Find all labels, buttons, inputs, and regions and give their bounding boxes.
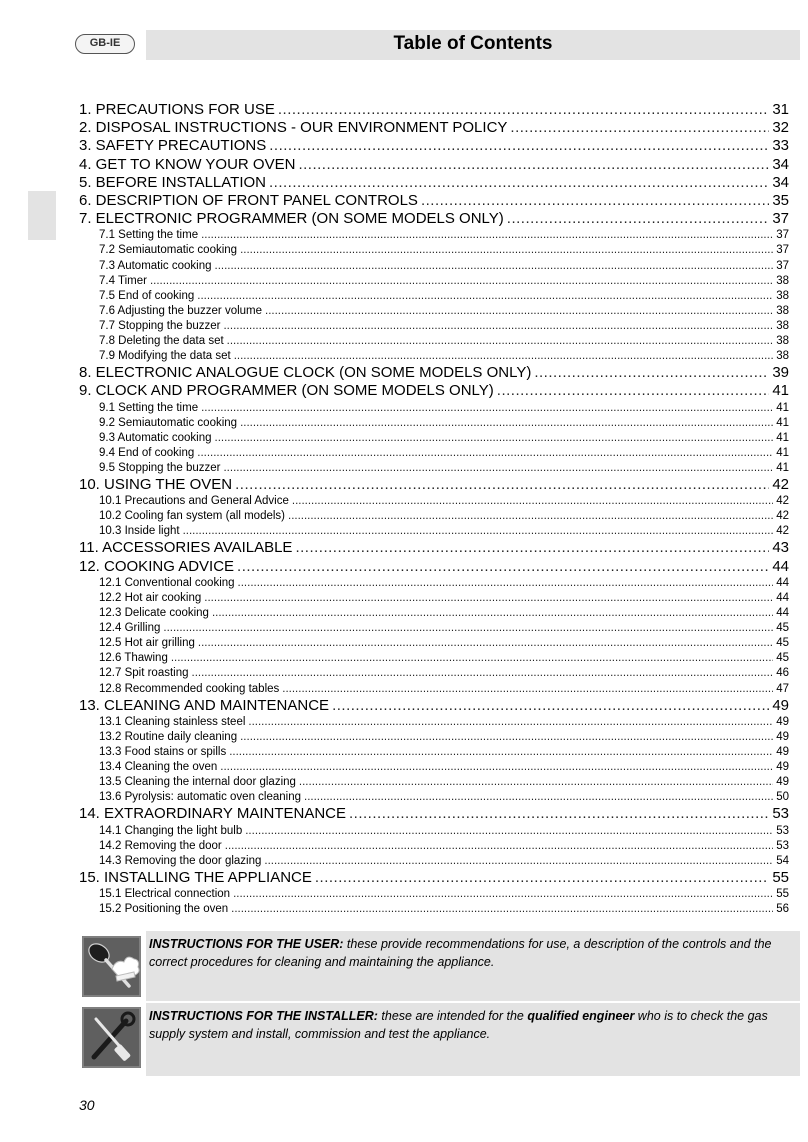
table-of-contents (79, 101, 789, 917)
toc-dot-leader (278, 101, 769, 119)
toc-entry-page: 37 (776, 229, 789, 242)
toc-entry-title: 13.5 Cleaning the internal door glazing (99, 776, 296, 789)
toc-entry-title: 7.4 Timer (99, 274, 147, 287)
toc-entry-page: 50 (776, 791, 789, 804)
toc-entry-page: 38 (776, 319, 789, 332)
toc-dot-leader (288, 509, 773, 524)
toc-entry-title: 9.4 End of cooking (99, 446, 195, 459)
toc-entry-page: 46 (776, 667, 789, 680)
toc-entry (79, 887, 789, 902)
toc-dot-leader (192, 666, 774, 681)
page-title: Table of Contents (393, 33, 553, 54)
toc-dot-leader (231, 902, 773, 917)
toc-dot-leader (510, 119, 769, 137)
toc-dot-leader (238, 576, 774, 591)
user-note-lead: INSTRUCTIONS FOR THE USER: (149, 937, 344, 951)
toc-entry-page: 45 (776, 637, 789, 650)
user-note-body: these provide recommendations for use, a description of the controls and the correct procedures for cleaning and maintaining the appliance. (149, 937, 772, 969)
toc-entry-title: 12. COOKING ADVICE (79, 557, 235, 575)
toc-entry-page: 38 (776, 289, 789, 302)
toc-entry-title: 14.1 Changing the light bulb (99, 824, 243, 837)
toc-entry-page: 54 (776, 854, 789, 867)
toc-entry-page: 44 (772, 557, 789, 575)
toc-entry-page: 41 (776, 461, 789, 474)
region-badge: GB-IE (75, 34, 135, 54)
toc-dot-leader (269, 174, 769, 192)
toc-entry (79, 119, 789, 137)
toc-entry (79, 304, 789, 319)
toc-entry-page: 38 (776, 274, 789, 287)
toc-entry (79, 745, 789, 760)
toc-entry (79, 228, 789, 243)
toc-entry (79, 259, 789, 274)
toc-entry-page: 33 (772, 137, 789, 155)
toc-entry-title: 12.8 Recommended cooking tables (99, 682, 280, 695)
toc-entry (79, 137, 789, 155)
user-instructions-note (146, 931, 800, 1001)
toc-entry-page: 32 (772, 119, 789, 137)
toc-entry-page: 45 (776, 622, 789, 635)
toc-entry (79, 805, 789, 823)
user-note-text (149, 935, 792, 971)
page-number: 30 (79, 1097, 95, 1113)
toc-dot-leader (237, 558, 769, 576)
toc-entry (79, 210, 789, 228)
toc-entry-page: 49 (776, 776, 789, 789)
toc-entry (79, 319, 789, 334)
toc-dot-leader (497, 382, 770, 400)
toc-entry-title: 7. ELECTRONIC PROGRAMMER (ON SOME MODELS ONLY) (79, 210, 504, 228)
toc-entry-title: 10.3 Inside light (99, 525, 180, 538)
toc-entry (79, 289, 789, 304)
toc-entry-page: 37 (776, 244, 789, 257)
toc-dot-leader (295, 539, 769, 557)
toc-entry-page: 41 (776, 446, 789, 459)
toc-dot-leader (349, 805, 769, 823)
toc-dot-leader (534, 364, 769, 382)
toc-dot-leader (292, 494, 773, 509)
toc-dot-leader (150, 274, 773, 289)
toc-entry-page: 42 (772, 476, 789, 493)
toc-entry-page: 49 (776, 715, 789, 728)
toc-dot-leader (198, 636, 773, 651)
toc-dot-leader (421, 192, 769, 210)
toc-entry-title: 14.2 Removing the door (99, 839, 222, 852)
toc-dot-leader (248, 715, 773, 730)
toc-entry-title: 10. USING THE OVEN (79, 476, 233, 493)
toc-entry-page: 49 (776, 745, 789, 758)
toc-entry-page: 55 (772, 868, 789, 886)
toc-dot-leader (197, 289, 773, 304)
toc-dot-leader (299, 775, 773, 790)
toc-dot-leader (197, 446, 773, 461)
toc-entry-page: 47 (776, 682, 789, 695)
toc-entry (79, 576, 789, 591)
toc-entry-page: 49 (772, 696, 789, 714)
toc-entry-title: 6. DESCRIPTION OF FRONT PANEL CONTROLS (79, 191, 418, 209)
toc-dot-leader (264, 854, 773, 869)
toc-entry-title: 12.5 Hot air grilling (99, 637, 195, 650)
toc-entry-page: 34 (772, 173, 789, 191)
toc-entry-title: 14. EXTRAORDINARY MAINTENANCE (79, 805, 347, 823)
toc-entry (79, 824, 789, 839)
toc-entry-title: 11. ACCESSORIES AVAILABLE (79, 539, 293, 557)
toc-entry-page: 44 (776, 591, 789, 604)
toc-entry-title: 14.3 Removing the door glazing (99, 854, 262, 867)
toc-entry (79, 101, 789, 119)
toc-dot-leader (234, 349, 774, 364)
toc-entry (79, 431, 789, 446)
toc-entry-page: 35 (772, 191, 789, 209)
toc-dot-leader (204, 591, 773, 606)
toc-entry-page: 53 (772, 805, 789, 823)
toc-entry-page: 49 (776, 730, 789, 743)
toc-entry (79, 192, 789, 210)
toc-entry (79, 558, 789, 576)
toc-dot-leader (212, 606, 773, 621)
toc-entry-page: 38 (776, 334, 789, 347)
spoon-chef-hat-icon (82, 936, 141, 997)
toc-entry-title: 15.2 Positioning the oven (99, 903, 229, 916)
toc-entry-page: 38 (776, 304, 789, 317)
toc-entry-page: 41 (772, 382, 789, 400)
toc-dot-leader (332, 697, 769, 715)
toc-entry-title: 9.2 Semiautomatic cooking (99, 416, 238, 429)
toc-dot-leader (298, 156, 769, 174)
toc-entry (79, 494, 789, 509)
toc-entry (79, 697, 789, 715)
toc-entry-title: 7.1 Setting the time (99, 229, 199, 242)
toc-dot-leader (223, 461, 773, 476)
toc-entry-title: 12.4 Grilling (99, 622, 161, 635)
toc-entry-title: 13.3 Food stains or spills (99, 745, 227, 758)
toc-entry-title: 13.1 Cleaning stainless steel (99, 715, 246, 728)
toc-entry (79, 869, 789, 887)
toc-entry (79, 760, 789, 775)
toc-dot-leader (223, 319, 773, 334)
toc-entry-title: 12.1 Conventional cooking (99, 576, 235, 589)
toc-entry-page: 45 (776, 652, 789, 665)
toc-entry-page: 55 (776, 888, 789, 900)
toc-entry-page: 56 (776, 903, 789, 916)
toc-entry-title: 1. PRECAUTIONS FOR USE (79, 101, 275, 118)
toc-entry-title: 13.4 Cleaning the oven (99, 761, 218, 774)
toc-entry-title: 13.2 Routine daily cleaning (99, 730, 238, 743)
installer-note-body-1: these are intended for the (377, 1009, 528, 1023)
toc-entry (79, 446, 789, 461)
toc-entry (79, 476, 789, 494)
toc-entry (79, 636, 789, 651)
toc-dot-leader (245, 824, 773, 839)
toc-entry-page: 42 (776, 495, 789, 508)
toc-entry (79, 401, 789, 416)
toc-entry-title: 10.2 Cooling fan system (all models) (99, 510, 285, 523)
toc-entry (79, 539, 789, 557)
toc-dot-leader (265, 304, 773, 319)
toc-dot-leader (240, 416, 773, 431)
toc-entry-page: 39 (772, 364, 789, 382)
toc-entry (79, 274, 789, 289)
toc-entry-page: 49 (776, 761, 789, 774)
installer-note-lead: INSTRUCTIONS FOR THE INSTALLER: (149, 1009, 378, 1023)
toc-entry-title: 9.5 Stopping the buzzer (99, 461, 221, 474)
toc-entry-title: 5. BEFORE INSTALLATION (79, 173, 266, 191)
toc-dot-leader (235, 476, 769, 494)
toc-entry-title: 10.1 Precautions and General Advice (99, 495, 289, 508)
toc-entry-title: 12.7 Spit roasting (99, 667, 189, 680)
toc-entry-page: 53 (776, 839, 789, 852)
toc-entry-title: 9. CLOCK AND PROGRAMMER (ON SOME MODELS ONLY) (79, 382, 494, 400)
toc-dot-leader (215, 431, 774, 446)
toc-entry-page: 42 (776, 525, 789, 538)
toc-entry (79, 416, 789, 431)
toc-entry-page: 37 (776, 259, 789, 272)
toc-entry (79, 715, 789, 730)
toc-entry-page: 42 (776, 510, 789, 523)
toc-entry (79, 156, 789, 174)
toc-entry-title: 15.1 Electrical connection (99, 888, 231, 900)
toc-entry-title: 7.9 Modifying the data set (99, 350, 231, 363)
toc-dot-leader (233, 887, 773, 902)
toc-entry-title: 13. CLEANING AND MAINTENANCE (79, 696, 330, 714)
toc-dot-leader (507, 210, 770, 228)
toc-entry-title: 8. ELECTRONIC ANALOGUE CLOCK (ON SOME MODELS ONLY) (79, 364, 532, 382)
toc-dot-leader (240, 243, 773, 258)
toc-entry (79, 382, 789, 400)
toc-entry-page: 44 (776, 576, 789, 589)
toc-entry (79, 461, 789, 476)
toc-dot-leader (225, 839, 773, 854)
toc-entry-title: 7.3 Automatic cooking (99, 259, 212, 272)
toc-entry-title: 3. SAFETY PRECAUTIONS (79, 137, 267, 155)
toc-dot-leader (315, 869, 769, 887)
toc-entry (79, 349, 789, 364)
toc-dot-leader (269, 137, 769, 155)
toc-entry-title: 9.1 Setting the time (99, 401, 199, 414)
toc-entry-page: 41 (776, 401, 789, 414)
toc-entry-title: 12.2 Hot air cooking (99, 591, 202, 604)
toc-dot-leader (220, 760, 773, 775)
toc-entry (79, 730, 789, 745)
toc-entry (79, 666, 789, 681)
toc-entry (79, 364, 789, 382)
wrench-screwdriver-icon (82, 1007, 141, 1068)
toc-entry (79, 524, 789, 539)
toc-dot-leader (215, 259, 774, 274)
toc-entry (79, 334, 789, 349)
toc-entry (79, 174, 789, 192)
toc-entry-page: 41 (776, 416, 789, 429)
toc-entry-title: 2. DISPOSAL INSTRUCTIONS - OUR ENVIRONMENT POLICY (79, 119, 508, 137)
toc-entry-page: 38 (776, 350, 789, 363)
toc-entry-page: 43 (772, 539, 789, 557)
toc-entry-title: 7.7 Stopping the buzzer (99, 319, 221, 332)
toc-dot-leader (183, 524, 774, 539)
side-tab (28, 191, 56, 240)
toc-entry (79, 591, 789, 606)
toc-dot-leader (227, 334, 774, 349)
toc-dot-leader (163, 621, 773, 636)
toc-entry (79, 902, 789, 917)
toc-entry-page: 37 (772, 210, 789, 228)
toc-entry (79, 606, 789, 621)
toc-entry-title: 12.6 Thawing (99, 652, 168, 665)
installer-note-text (149, 1007, 792, 1043)
toc-entry (79, 839, 789, 854)
toc-entry-title: 7.5 End of cooking (99, 289, 195, 302)
toc-entry-page: 44 (776, 607, 789, 620)
toc-entry (79, 854, 789, 869)
toc-dot-leader (240, 730, 773, 745)
toc-entry (79, 621, 789, 636)
toc-entry-page: 53 (776, 824, 789, 837)
toc-entry-title: 9.3 Automatic cooking (99, 431, 212, 444)
toc-entry (79, 682, 789, 697)
toc-entry (79, 651, 789, 666)
toc-entry (79, 790, 789, 805)
toc-entry (79, 775, 789, 790)
toc-entry-title: 7.8 Deleting the data set (99, 334, 224, 347)
toc-entry-page: 31 (772, 101, 789, 118)
toc-dot-leader (229, 745, 773, 760)
toc-entry-title: 4. GET TO KNOW YOUR OVEN (79, 155, 296, 173)
toc-entry (79, 243, 789, 258)
toc-entry-title: 7.6 Adjusting the buzzer volume (99, 304, 263, 317)
toc-entry-title: 13.6 Pyrolysis: automatic oven cleaning (99, 791, 301, 804)
installer-instructions-note (146, 1003, 800, 1076)
installer-note-body-2: who is to check the gas supply system and install, commission and test the appliance. (149, 1009, 768, 1041)
toc-dot-leader (282, 682, 773, 697)
installer-note-emphasis: qualified engineer (527, 1009, 635, 1023)
toc-dot-leader (201, 228, 773, 243)
toc-dot-leader (201, 401, 773, 416)
toc-dot-leader (304, 790, 773, 805)
toc-entry-page: 41 (776, 431, 789, 444)
toc-entry-title: 7.2 Semiautomatic cooking (99, 244, 238, 257)
toc-entry-title: 15. INSTALLING THE APPLIANCE (79, 868, 312, 886)
toc-entry (79, 509, 789, 524)
toc-entry-page: 34 (772, 155, 789, 173)
toc-entry-title: 12.3 Delicate cooking (99, 607, 209, 620)
toc-dot-leader (171, 651, 773, 666)
